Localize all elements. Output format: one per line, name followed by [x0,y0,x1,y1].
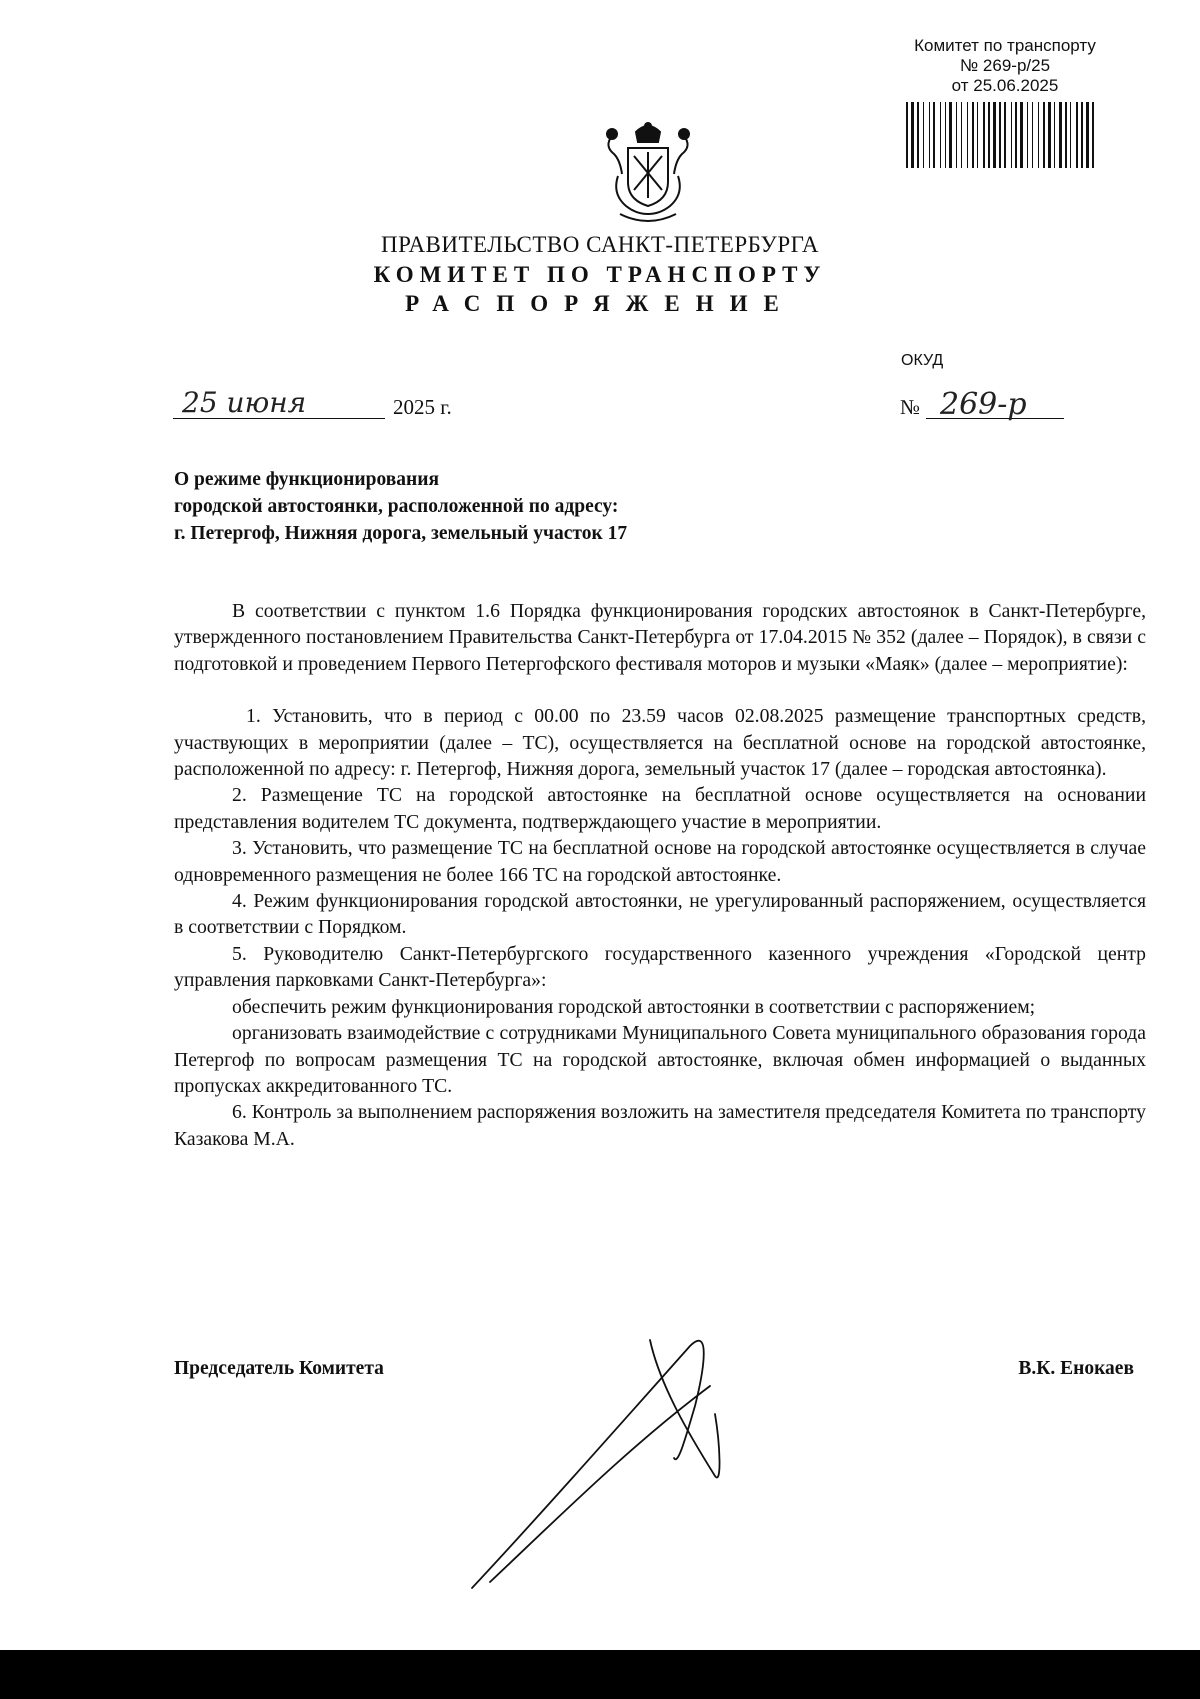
registration-stamp-number: № 269-р/25 [959,56,1051,75]
handwritten-number-text: 269-р [940,387,1027,422]
barcode-bar [1038,102,1039,168]
barcode-bar [906,102,908,168]
barcode-bar [972,102,974,168]
subject-line: г. Петергоф, Нижняя дорога, земельный участок 17 [174,523,628,544]
barcode [906,102,1096,168]
barcode-bar [993,102,996,168]
registration-stamp-committee: Комитет по транспорту [914,36,1096,55]
okud-label: ОКУД [901,352,944,369]
barcode-bar [949,102,952,168]
barcode-bar [1011,102,1012,168]
order-item-1: 1. Установить, что в период с 00.00 по 23.59 часов 02.08.2025 размещение транспортных средств, участвующих в мероприятии (далее – ТС), осуществляется на бесплатной основе на городской автостоянке, расположенной по адресу: г. Петергоф, Нижняя дорога, земельный участок 17 (далее – городская автостоянка). [174,705,1146,781]
barcode-bar [1048,102,1051,168]
registration-stamp-date: от 25.06.2025 [951,76,1059,95]
document-type-header: РАСПОРЯЖЕНИЕ [405,291,795,316]
barcode-bar [1065,102,1067,168]
subject-line: городской автостоянки, расположенной по адресу: [174,496,619,517]
preamble-paragraph: В соответствии с пунктом 1.6 Порядка функционирования городских автостоянок в Санкт-Петербурге, утвержденного постановлением Правительства Санкт-Петербурга от 17.04.2015 № 352 (далее – Порядок), в связи с подготовкой и проведением Первого Петергофского фестиваля моторов и музыки «Маяк» (далее – мероприятие): [174,600,1146,675]
barcode-bar [923,102,924,168]
number-label: № [900,395,921,419]
document-body [174,598,1146,1152]
barcode-bar [956,102,957,168]
barcode-bar [999,102,1001,168]
barcode-bar [977,102,978,168]
barcode-bar [917,102,919,168]
document-subject [174,466,627,547]
handwritten-number [932,380,1062,424]
handwritten-signature [460,1326,760,1596]
barcode-bar [1086,102,1089,168]
barcode-bar [940,102,941,168]
barcode-bar [945,102,946,168]
order-item-3: 3. Установить, что размещение ТС на бесплатной основе на городской автостоянке осуществляется в случае одновременного размещения не более 166 ТС на городской автостоянке. [174,837,1146,886]
date-year: 2025 г. [393,395,452,419]
order-item-5: 5. Руководителю Санкт-Петербургского государственного казенного учреждения «Городской центр управления парковками Санкт-Петербурга»: [174,942,1146,992]
order-item-5-subitem-1: обеспечить режим функционирования городской автостоянки в соответствии с распоряжением; [232,995,1036,1018]
handwritten-date [178,380,368,420]
barcode-bar [929,102,930,168]
government-header: ПРАВИТЕЛЬСТВО САНКТ-ПЕТЕРБУРГА [380,232,820,257]
order-item-6: 6. Контроль за выполнением распоряжения возложить на заместителя председателя Комитета по транспорту Казакова М.А. [174,1101,1146,1150]
barcode-bar [1020,102,1023,168]
order-item-5-subitem-2: организовать взаимодействие с сотрудниками Муниципального Совета муниципального образования города Петергоф по вопросам размещения ТС на городской автостоянке, включая обмен информацией о выданных пропусках аккредитованного ТС. [174,1022,1146,1097]
barcode-bar [1004,102,1006,168]
barcode-bar [1027,102,1028,168]
committee-header: КОМИТЕТ ПО ТРАНСПОРТУ [373,262,827,287]
barcode-bar [1032,102,1033,168]
subject-line: О режиме функционирования [174,469,440,490]
order-item-4: 4. Режим функционирования городской автостоянки, не урегулированный распоряжением, осуществляется в соответствии с Порядком. [174,890,1146,939]
barcode-bar [988,102,990,168]
barcode-bar [1076,102,1078,168]
barcode-bar [1059,102,1062,168]
barcode-bar [961,102,962,168]
barcode-bar [1092,102,1094,168]
order-item-2: 2. Размещение ТС на городской автостоянке на бесплатной основе осуществляется на основании представления водителем ТС документа, подтверждающего участие в мероприятии. [174,784,1146,833]
barcode-bar [1015,102,1017,168]
signatory-position: Председатель Комитета [174,1358,384,1379]
barcode-bar [983,102,985,168]
barcode-bar [967,102,968,168]
spb-coat-of-arms-emblem [598,118,698,228]
barcode-bar [1070,102,1071,168]
scan-border [0,1650,1200,1699]
registration-stamp [880,36,1130,96]
handwritten-date-text: 25 июня [182,386,307,419]
signatory-name: В.К. Енокаев [1018,1358,1134,1379]
barcode-bar [933,102,935,168]
barcode-bar [1043,102,1045,168]
barcode-bar [1081,102,1083,168]
barcode-bar [1054,102,1055,168]
barcode-bar [911,102,914,168]
